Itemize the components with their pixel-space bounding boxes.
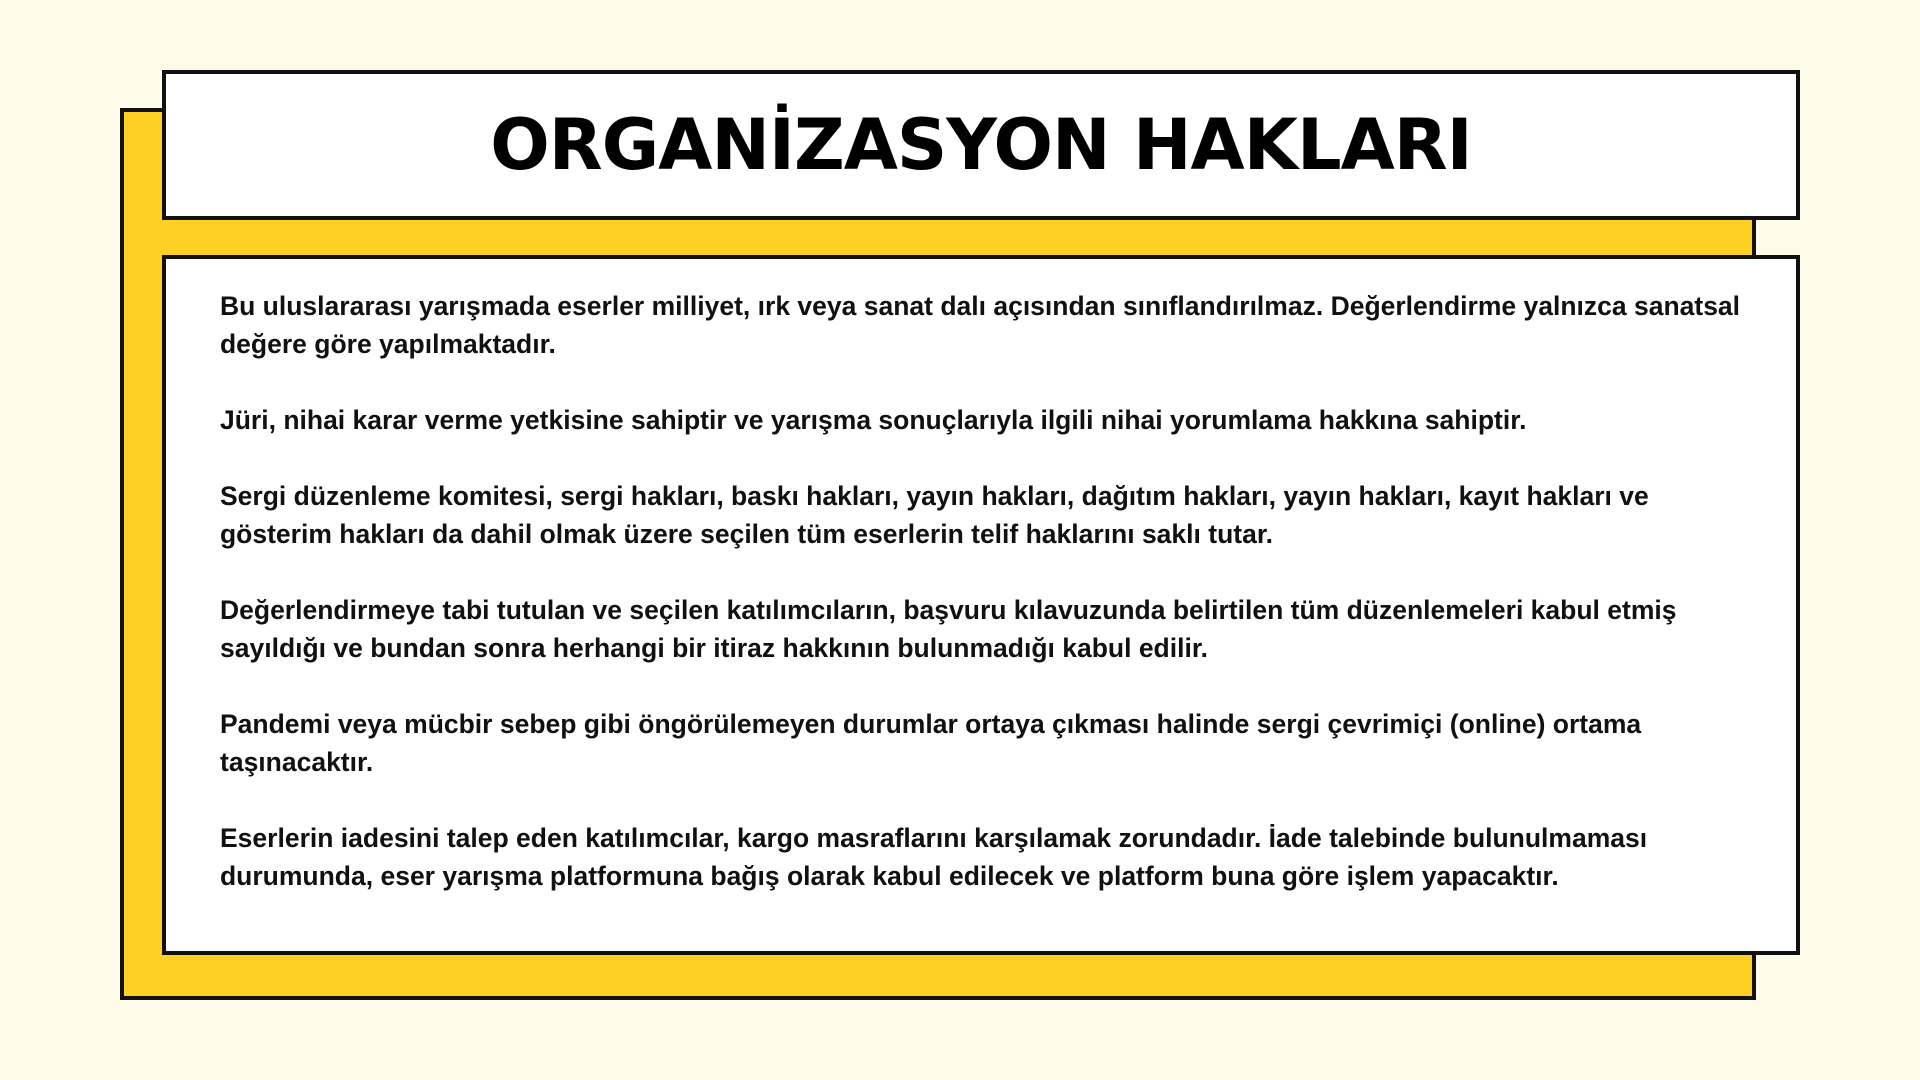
paragraph-online: Pandemi veya mücbir sebep gibi öngörülemeyen durumlar ortaya çıkması halinde sergi çevrimiçi (online) ortama taşınacaktır. bbox=[220, 709, 1642, 777]
slide-title: ORGANİZASYON HAKLARI bbox=[490, 104, 1472, 186]
title-panel bbox=[162, 70, 1800, 220]
content-panel bbox=[162, 255, 1800, 955]
paragraph-return: Eserlerin iadesini talep eden katılımcılar, kargo masraflarını karşılamak zorundadır. İade talebinde bulunulmaması durumunda, eser yarışma platformuna bağış olarak kabul edilecek ve platform buna göre işlem yapacaktır. bbox=[220, 823, 1648, 891]
paragraph-classification: Bu uluslararası yarışmada eserler milliyet, ırk veya sanat dalı açısından sınıflandırılmaz. Değerlendirme yalnızca sanatsal değere göre yapılmaktadır. bbox=[220, 291, 1741, 359]
paragraph-acceptance: Değerlendirmeye tabi tutulan ve seçilen katılımcıların, başvuru kılavuzunda belirtilen tüm düzenlemeleri kabul etmiş sayıldığı ve bundan sonra herhangi bir itiraz hakkının bulunmadığı kabul edilir. bbox=[220, 595, 1677, 663]
paragraph-copyright: Sergi düzenleme komitesi, sergi hakları, baskı hakları, yayın hakları, dağıtım hakları, yayın hakları, kayıt hakları ve gösterim hakları da dahil olmak üzere seçilen tüm eserlerin telif haklarını saklı tutar. bbox=[220, 481, 1649, 549]
paragraph-jury: Jüri, nihai karar verme yetkisine sahiptir ve yarışma sonuçlarıyla ilgili nihai yorumlama hakkına sahiptir. bbox=[220, 405, 1527, 435]
